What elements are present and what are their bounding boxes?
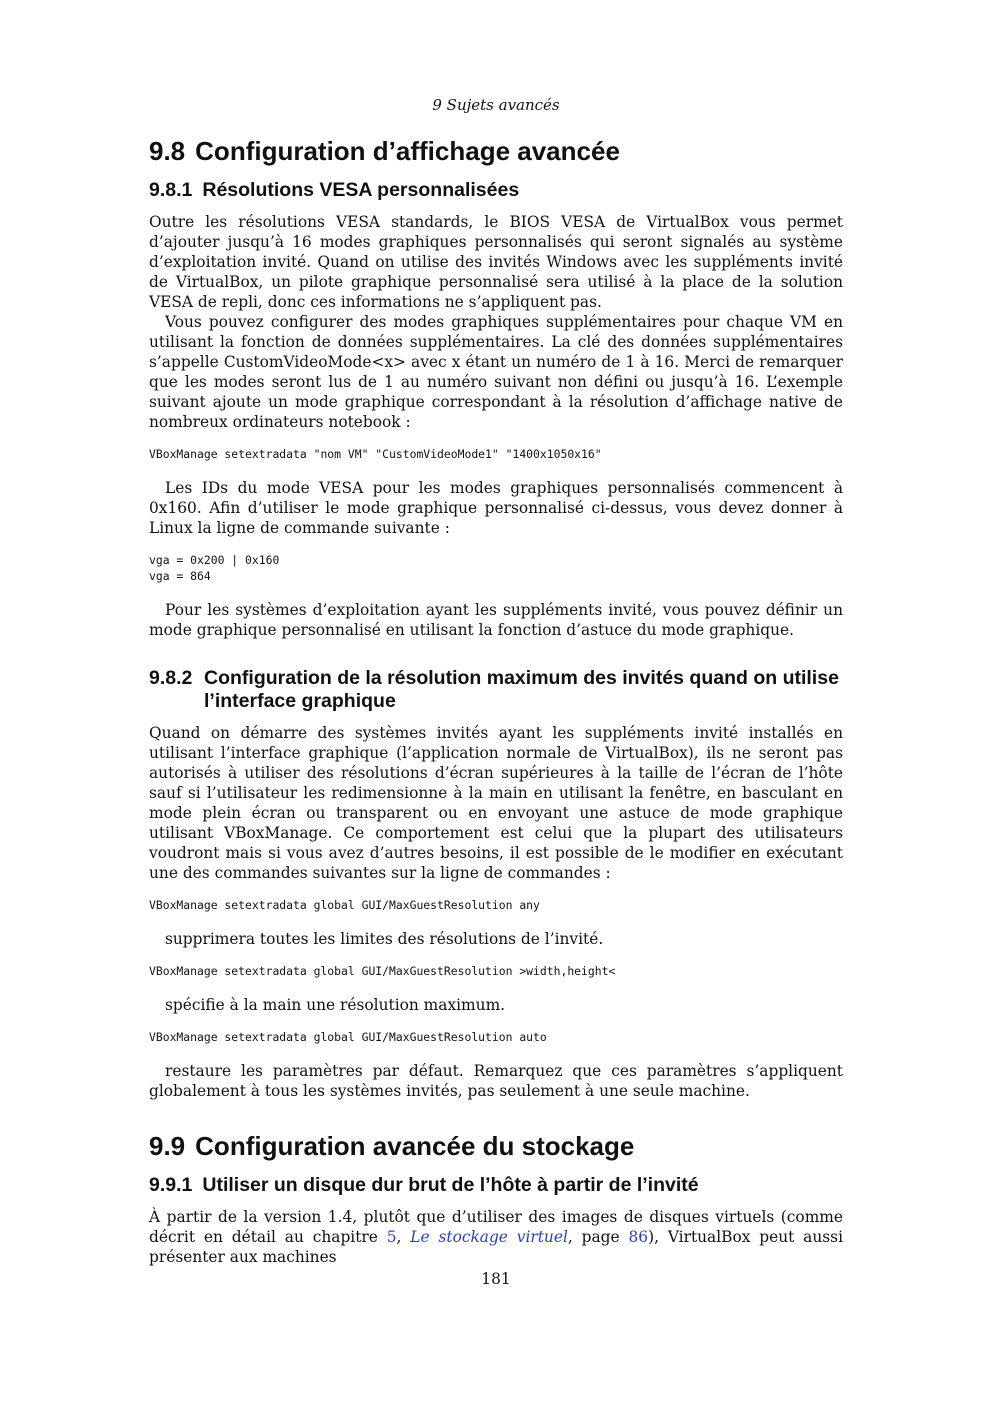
paragraph: Pour les systèmes d’exploitation ayant les suppléments invité, vous pouvez définir un mode graphique personnalisé en utilisant la fonction d’astuce du mode graphique. xyxy=(149,601,843,639)
subsection-title: Utiliser un disque dur brut de l’hôte à partir de l’invité xyxy=(202,1174,699,1196)
subsection-number: 9.8.1 xyxy=(149,179,193,201)
subsection-number: 9.9.1 xyxy=(149,1174,193,1196)
paragraph: Quand on démarre des systèmes invités ayant les suppléments invité installés en utilisant l’interface graphique (l’application normale de VirtualBox), ils ne seront pas autorisés à utiliser des résolutions d’écran supérieures à la taille de l’écran de l’hôte sauf si l’utilisateur les redimensionne à la main en utilisant la fenêtre, en basculant en mode plein écran ou transparent ou en envoyant une astuce de mode graphique utilisant VBoxManage. Ce comportement est celui que la plupart des utilisateurs voudront mais si vous avez d’autres besoins, il est possible de le modifier en exécutant une des commandes suivantes sur la ligne de commandes : xyxy=(149,724,843,882)
page-link[interactable]: 86 xyxy=(628,1228,649,1246)
code-block: VBoxManage setextradata global GUI/MaxGuestResolution auto xyxy=(149,1030,547,1044)
section-number: 9.8 xyxy=(149,136,186,166)
chapter-title-link[interactable]: Le stockage virtuel xyxy=(410,1228,568,1246)
section-heading-9-9 xyxy=(149,1129,843,1163)
subsection-heading-9-8-1 xyxy=(149,179,843,202)
separator-text: , xyxy=(396,1228,411,1246)
code-block: VBoxManage setextradata global GUI/MaxGuestResolution any xyxy=(149,898,540,912)
subsection-title: Configuration de la résolution maximum des invités quand on utilise l’interface graphique xyxy=(204,667,839,712)
subsection-heading-9-9-1 xyxy=(149,1174,843,1197)
paragraph: Vous pouvez configurer des modes graphiques supplémentaires pour chaque VM en utilisant la fonction de données supplémentaires. La clé des données supplémentaires s’appelle CustomVideoMode<x> avec x étant un numéro de 1 à 16. Merci de remarquer que les modes seront lus de 1 au numéro suivant non défini ou jusqu’à 16. L’exemple suivant ajoute un mode graphique correspondant à la résolution d’affichage native de nombreux ordinateurs notebook : xyxy=(149,313,843,431)
section-heading-9-8 xyxy=(149,134,843,168)
separator-text: , page xyxy=(567,1228,629,1246)
paragraph-text: À partir de la version 1.4, plutôt que d’utiliser des images de disques virtuels (comme décrit en détail au chapitre xyxy=(149,1208,843,1246)
paragraph: supprimera toutes les limites des résolutions de l’invité. xyxy=(165,930,604,948)
paragraph: spécifie à la main une résolution maximum. xyxy=(165,996,506,1014)
paragraph: Les IDs du mode VESA pour les modes graphiques personnalisés commencent à 0x160. Afin d’utiliser le mode graphique personnalisé ci-dessus, vous devez donner à Linux la ligne de commande suivante : xyxy=(149,479,843,537)
page-number: 181 xyxy=(481,1270,511,1288)
paragraph xyxy=(149,1207,843,1267)
paragraph-text: ), VirtualBox peut aussi présenter aux machines xyxy=(149,1228,843,1266)
section-title: Configuration avancée du stockage xyxy=(195,1131,635,1161)
subsection-title: Résolutions VESA personnalisées xyxy=(202,179,520,201)
chapter-link[interactable]: 5 xyxy=(386,1228,397,1246)
code-block: VBoxManage setextradata global GUI/MaxGuestResolution >width,height< xyxy=(149,964,616,978)
paragraph: restaure les paramètres par défaut. Remarquez que ces paramètres s’appliquent globalement à tous les systèmes invités, pas seulement à une seule machine. xyxy=(149,1062,843,1100)
subsection-heading-9-8-2 xyxy=(149,667,843,713)
code-block: vga = 0x200 | 0x160 vga = 864 xyxy=(149,553,280,583)
page-content xyxy=(149,134,843,1267)
paragraph: Outre les résolutions VESA standards, le BIOS VESA de VirtualBox vous permet d’ajouter jusqu’à 16 modes graphiques personnalisés qui seront signalés au système d’exploitation invité. Quand on utilise des invités Windows avec les suppléments invité de VirtualBox, un pilote graphique personnalisé sera utilisé à la place de la solution VESA de repli, donc ces informations ne s’appliquent pas. xyxy=(149,213,843,311)
code-block: VBoxManage setextradata "nom VM" "CustomVideoMode1" "1400x1050x16" xyxy=(149,447,602,461)
running-header: 9 Sujets avancés xyxy=(432,96,560,114)
section-number: 9.9 xyxy=(149,1131,186,1161)
section-title: Configuration d’affichage avancée xyxy=(195,136,620,166)
subsection-number: 9.8.2 xyxy=(149,667,193,689)
